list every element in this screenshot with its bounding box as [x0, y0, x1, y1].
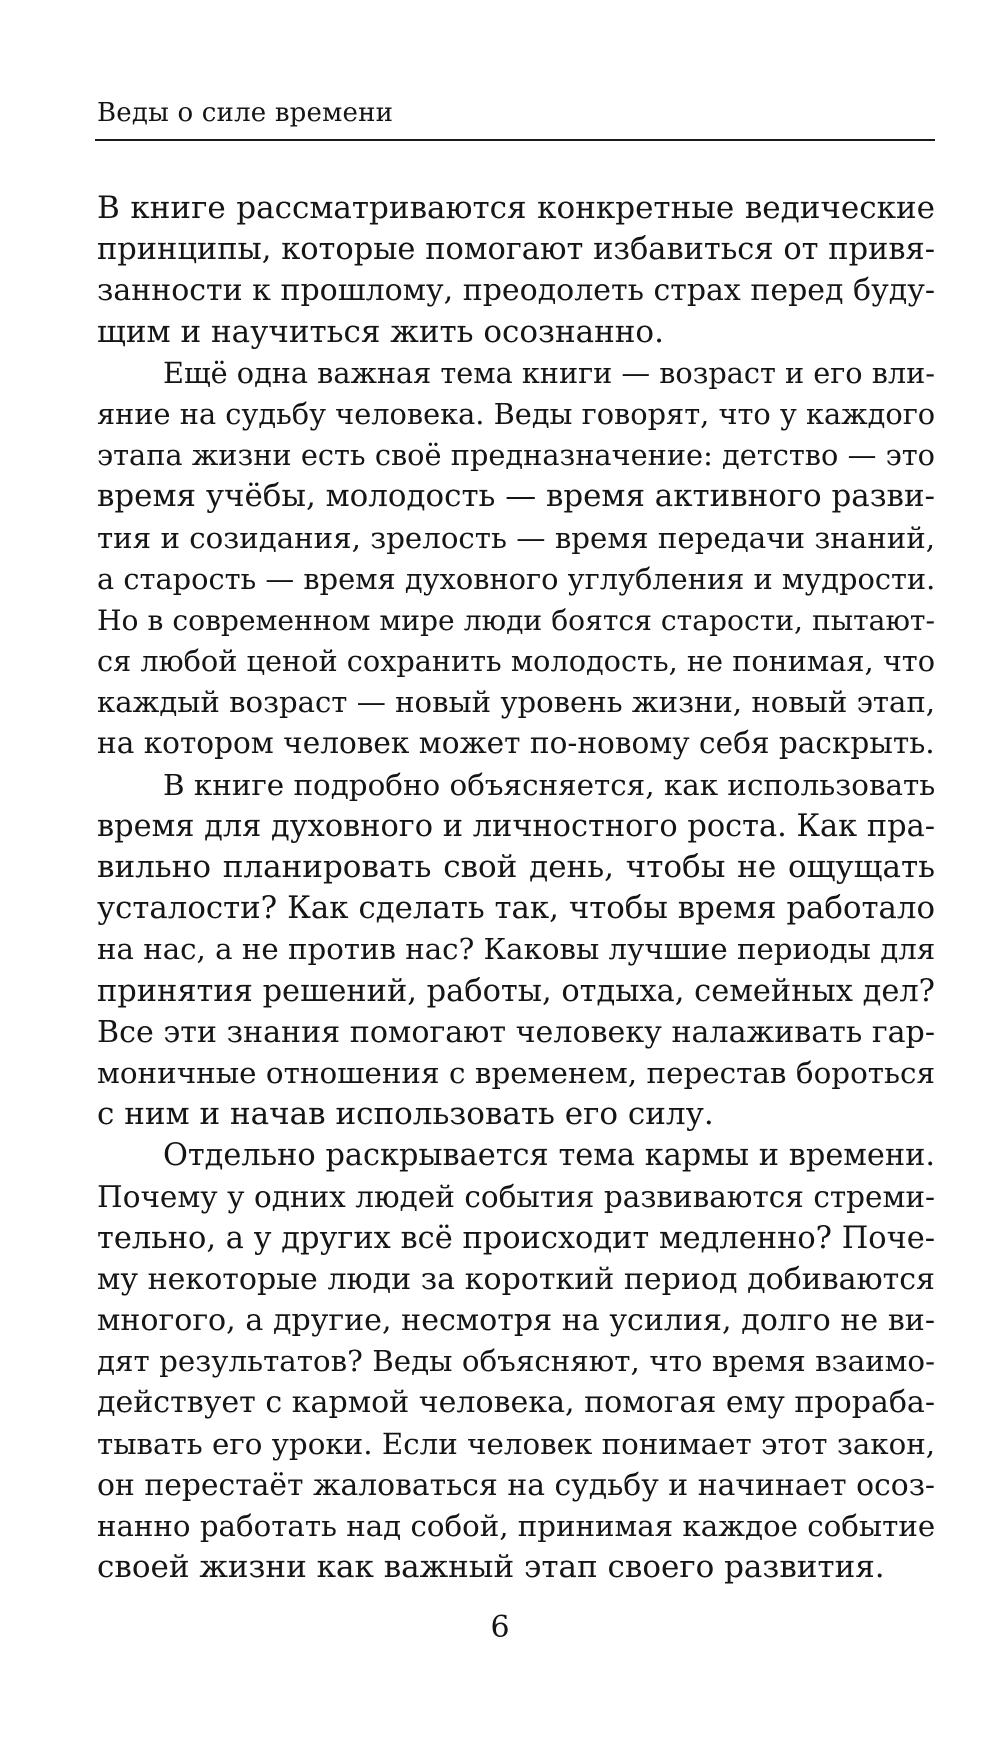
text-line: Ещё одна важная тема книги — возраст и его вли- [163, 355, 935, 390]
text-line: время учёбы, молодость — время активного разви- [97, 478, 935, 515]
text-line: принципы, которые помогают избавиться от привя- [97, 232, 935, 268]
text-line: действует с кармой человека, помогая ему прораба- [97, 1385, 935, 1421]
text-line: своей жизни как важный этап своего развития. [97, 1549, 885, 1586]
header-rule [95, 139, 935, 141]
body-text [97, 188, 935, 1588]
text-line: Отдельно раскрывается тема кармы и времени. [163, 1138, 935, 1174]
running-head: Веды о силе времени [97, 98, 394, 128]
text-line: этапа жизни есть своё предназначение: детство — это [97, 438, 935, 473]
text-line: на нас, а не против нас? Каковы лучшие периоды для [97, 932, 936, 967]
page-number: 6 [490, 1610, 510, 1645]
text-line: му некоторые люди за короткий период добиваются [97, 1261, 935, 1297]
text-line: каждый возраст — новый уровень жизни, новый этап, [97, 685, 935, 720]
paragraph-4 [97, 1135, 935, 1588]
paragraph-2 [97, 353, 935, 765]
text-line: с ним и начав использовать его силу. [97, 1096, 714, 1133]
text-line: ся любой ценой сохранить молодость, не понимая, что [97, 644, 935, 679]
text-line: время для духовного и личностного роста. Как пра- [97, 808, 935, 844]
text-line: он перестаёт жаловаться на судьбу и начинает осоз- [97, 1467, 935, 1503]
text-line: усталости? Как сделать так, чтобы время работало [97, 890, 935, 927]
text-line: вильно планировать свой день, чтобы не ощущать [97, 849, 935, 885]
paragraph-3 [97, 765, 935, 1136]
text-line: моничные отношения с временем, перестав бороться [97, 1055, 935, 1090]
text-line: Почему у одних людей события развиваются стреми- [97, 1179, 935, 1214]
text-line: на котором человек может по-новому себя раскрыть. [97, 726, 935, 761]
text-line: а старость — время духовного углубления и мудрости. [97, 561, 936, 596]
text-line: Но в современном мире люди боятся старости, пытают- [97, 603, 935, 637]
text-line: щим и научиться жить осознанно. [97, 313, 664, 350]
text-line: занности к прошлому, преодолеть страх перед буду- [97, 273, 935, 309]
text-line: многого, а другие, несмотря на усилия, долго не ви- [97, 1303, 935, 1339]
text-line: В книге рассматриваются конкретные ведические [97, 190, 935, 226]
text-line: тельно, а у других всё происходит медленно? Поче- [97, 1220, 935, 1256]
text-line: В книге подробно объясняется, как использовать [163, 767, 936, 802]
text-line: Все эти знания помогают человеку налаживать гар- [97, 1014, 935, 1050]
paragraph-1 [97, 188, 935, 353]
text-line: принятия решений, работы, отдыха, семейных дел? [97, 973, 935, 1009]
text-line: тывать его уроки. Если человек понимает этот закон, [97, 1426, 936, 1461]
text-line: яние на судьбу человека. Веды говорят, что у каждого [97, 396, 936, 431]
text-line: нанно работать над собой, принимая каждое событие [97, 1509, 936, 1543]
text-line: тия и созидания, зрелость — время передачи знаний, [97, 520, 935, 555]
text-line: дят результатов? Веды объясняют, что время взаимо- [97, 1344, 935, 1379]
